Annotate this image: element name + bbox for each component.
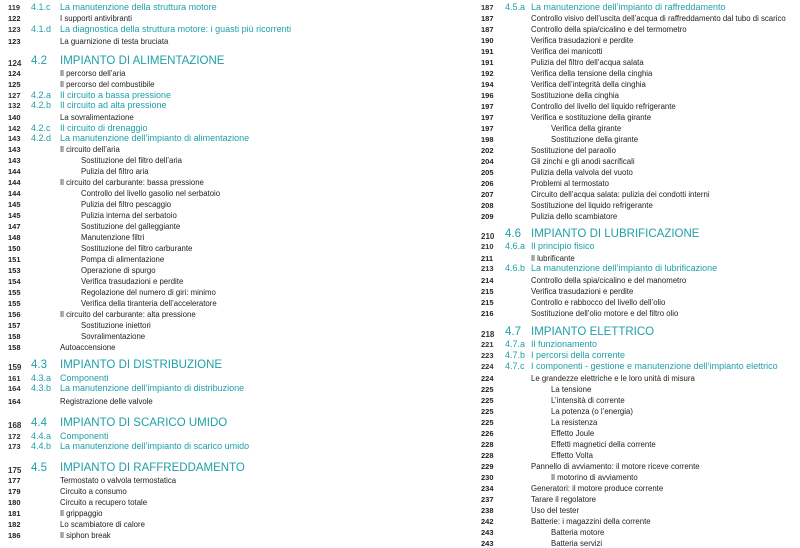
- toc-page-number: 210: [481, 232, 495, 241]
- toc-entry-title: Controllo e rabbocco del livello dell’olio: [531, 298, 666, 307]
- toc-entry-title: Il circuito del carburante: alta pressione: [60, 310, 196, 319]
- toc-section-code: 4.7.a: [505, 339, 526, 349]
- toc-page-number: 229: [481, 462, 494, 471]
- toc-page-number: 186: [8, 531, 21, 540]
- toc-page-number: 161: [8, 374, 21, 383]
- toc-page-number: 159: [8, 363, 22, 372]
- toc-entry-title: Pulizia del filtro dell’acqua salata: [531, 58, 644, 67]
- toc-entry-title: I supporti antivibranti: [60, 14, 132, 23]
- toc-page-number: 168: [8, 421, 22, 430]
- toc-page-number: 198: [481, 135, 494, 144]
- toc-page-number: 234: [481, 484, 494, 493]
- toc-entry-title: Il circuito di drenaggio: [60, 123, 148, 133]
- toc-entry-title: Verifica trasudazioni e perdite: [531, 36, 634, 45]
- toc-section-code: 4.1.d: [31, 24, 52, 34]
- toc-page-number: 192: [481, 69, 494, 78]
- toc-entry-title: Il principio fisico: [531, 241, 595, 251]
- toc-section-code: 4.2.b: [31, 100, 52, 110]
- toc-entry-title: Sostituzione dell’olio motore e del filtro olio: [531, 309, 679, 318]
- toc-page-number: 191: [481, 58, 494, 67]
- toc-entry-title: Pannello di avviamento: il motore riceve corrente: [531, 462, 700, 471]
- toc-page-number: 177: [8, 476, 21, 485]
- toc-entry-title: La manutenzione dell’impianto di alimentazione: [60, 133, 250, 143]
- toc-entry-title: Sostituzione del paraolio: [531, 146, 616, 155]
- toc-entry-title: Controllo del livello gasolio nel serbatoio: [81, 189, 221, 198]
- toc-page-number: 158: [8, 343, 21, 352]
- toc-page-number: 124: [8, 69, 21, 78]
- toc-entry-title: Verifica trasudazioni e perdite: [531, 287, 634, 296]
- toc-entry-title: Verifica della tensione della cinghia: [531, 69, 653, 78]
- toc-page-number: 151: [8, 255, 21, 264]
- toc-entry-title: Pulizia della valvola del vuoto: [531, 168, 633, 177]
- toc-page-number: 187: [481, 14, 494, 23]
- toc-page-number: 187: [481, 3, 494, 12]
- toc-entry-title: Sovralimentazione: [81, 332, 146, 341]
- toc-entry-title: IMPIANTO DI DISTRIBUZIONE: [60, 359, 223, 371]
- toc-entry-title: Verifica dell’integrità della cinghia: [531, 80, 646, 89]
- toc-section-code: 4.7.c: [505, 361, 525, 371]
- toc-page-number: 197: [481, 124, 494, 133]
- toc-entry-title: La manutenzione dell’impianto di lubrificazione: [531, 263, 718, 273]
- toc-page-number: 230: [481, 473, 494, 482]
- toc-entry-title: Controllo visivo dell’uscita dell’acqua di raffreddamento dal tubo di scarico: [531, 14, 786, 23]
- toc-page-number: 125: [8, 80, 21, 89]
- toc-entry-title: Controllo della spia/cicalino e del manometro: [531, 276, 687, 285]
- toc-entry-title: Il motorino di avviamento: [551, 473, 638, 482]
- toc-entry-title: Uso del tester: [531, 506, 580, 515]
- toc-entry-title: Registrazione delle valvole: [60, 397, 153, 406]
- toc-entry-title: IMPIANTO ELETTRICO: [531, 326, 655, 338]
- toc-entry-title: Circuito a recupero totale: [60, 498, 148, 507]
- toc-entry-title: Sostituzione del filtro dell’aria: [81, 156, 182, 165]
- toc-section-code: 4.2.a: [31, 90, 52, 100]
- toc-page-number: 243: [481, 539, 494, 548]
- toc-entry-title: Il circuito ad alta pressione: [60, 100, 167, 110]
- toc-entry-title: Sostituzione della cinghia: [531, 91, 619, 100]
- toc-page-number: 225: [481, 418, 494, 427]
- toc-page-number: 155: [8, 299, 21, 308]
- toc-page-number: 143: [8, 134, 21, 143]
- toc-entry-title: Controllo del livello del liquido refrigerante: [531, 102, 676, 111]
- toc-page-number: 153: [8, 266, 21, 275]
- toc-section-code: 4.7: [505, 326, 521, 338]
- toc-entry-title: Manutenzione filtri: [81, 233, 145, 242]
- toc-page-number: 148: [8, 233, 21, 242]
- toc-entry-title: Pulizia interna del serbatoio: [81, 211, 177, 220]
- toc-page-number: 143: [8, 156, 21, 165]
- toc-page-number: 224: [481, 362, 494, 371]
- toc-entry-title: Il lubrificante: [531, 254, 575, 263]
- toc-entry-title: Pulizia del filtro aria: [81, 167, 149, 176]
- toc-page-number: 209: [481, 212, 494, 221]
- toc-page-number: 204: [481, 157, 494, 166]
- toc-page-number: 173: [8, 442, 21, 451]
- toc-entry-title: Pulizia dello scambiatore: [531, 212, 618, 221]
- toc-entry-title: Il circuito dell’aria: [60, 145, 120, 154]
- toc-page-number: 218: [481, 330, 495, 339]
- toc-entry-title: Verifica trasudazioni e perdite: [81, 277, 184, 286]
- toc-entry-title: Gli zinchi e gli anodi sacrificali: [531, 157, 635, 166]
- toc-section-code: 4.2.d: [31, 133, 52, 143]
- toc-entry-title: La diagnostica della struttura motore: i guasti più ricorrenti: [60, 24, 292, 34]
- toc-page-number: 164: [8, 397, 21, 406]
- toc-page-number: 197: [481, 102, 494, 111]
- toc-entry-title: La tensione: [551, 385, 592, 394]
- toc-page-number: 194: [481, 80, 494, 89]
- toc-page-number: 196: [481, 91, 494, 100]
- toc-page-number: 124: [8, 59, 22, 68]
- toc-page-number: 210: [481, 242, 494, 251]
- toc-entry-title: Controllo della spia/cicalino e del termometro: [531, 25, 687, 34]
- toc-entry-title: La manutenzione dell’impianto di scarico umido: [60, 441, 250, 451]
- toc-entry-title: Il funzionamento: [531, 339, 598, 349]
- toc-page-number: 143: [8, 145, 21, 154]
- toc-page-number: 190: [481, 36, 494, 45]
- toc-page-number: 225: [481, 385, 494, 394]
- toc-page-number: 180: [8, 498, 21, 507]
- toc-entry-title: Il grippaggio: [60, 509, 103, 518]
- toc-entry-title: La manutenzione dell’impianto di raffreddamento: [531, 2, 726, 12]
- toc-page-number: 132: [8, 101, 21, 110]
- toc-section-code: 4.5: [31, 462, 47, 474]
- toc-section-code: 4.3.b: [31, 383, 52, 393]
- toc-page-number: 154: [8, 277, 21, 286]
- toc-entry-title: Il percorso dell’aria: [60, 69, 126, 78]
- toc-section-code: 4.5.a: [505, 2, 526, 12]
- toc-page-number: 206: [481, 179, 494, 188]
- toc-page-number: 127: [8, 91, 21, 100]
- toc-entry-title: IMPIANTO DI RAFFREDDAMENTO: [60, 462, 245, 474]
- toc-entry-title: Tarare il regolatore: [531, 495, 597, 504]
- toc-entry-title: Il percorso del combustibile: [60, 80, 155, 89]
- toc-entry-title: Il circuito a bassa pressione: [60, 90, 172, 100]
- toc-entry-title: I componenti - gestione e manutenzione dell’impianto elettrico: [531, 361, 778, 371]
- toc-page-number: 211: [481, 254, 494, 263]
- toc-page-number: 123: [8, 25, 21, 34]
- toc-page-number: 175: [8, 466, 22, 475]
- toc-entry-title: La manutenzione dell’impianto di distribuzione: [60, 383, 245, 393]
- toc-entry-title: IMPIANTO DI LUBRIFICAZIONE: [531, 228, 700, 240]
- toc-page-number: 119: [8, 3, 21, 12]
- toc-page-number: 158: [8, 332, 21, 341]
- toc-page-number: 207: [481, 190, 494, 199]
- toc-entry-title: Effetto Volta: [551, 451, 593, 460]
- toc-page-number: 223: [481, 351, 494, 360]
- toc-entry-title: Verifica e sostituzione della girante: [531, 113, 652, 122]
- toc-section-code: 4.4.b: [31, 441, 52, 451]
- toc-page-number: 215: [481, 298, 494, 307]
- toc-entry-title: Circuito a consumo: [60, 487, 127, 496]
- toc-entry-title: Problemi al termostato: [531, 179, 609, 188]
- toc-page-number: 213: [481, 264, 494, 273]
- toc-page-number: 208: [481, 201, 494, 210]
- toc-page-number: 122: [8, 14, 21, 23]
- toc-entry-title: Sostituzione del filtro carburante: [81, 244, 193, 253]
- toc-page-number: 225: [481, 407, 494, 416]
- toc-page-number: 179: [8, 487, 21, 496]
- toc-entry-title: La guarnizione di testa bruciata: [60, 37, 169, 46]
- toc-entry-title: Regolazione del numero di giri: minimo: [81, 288, 216, 297]
- toc-entry-title: Il siphon break: [60, 531, 111, 540]
- toc-entry-title: Verifica della tiranteria dell’acceleratore: [81, 299, 217, 308]
- toc-entry-title: Operazione di spurgo: [81, 266, 156, 275]
- toc-page-number: 140: [8, 113, 21, 122]
- toc-entry-title: Sostituzione iniettori: [81, 321, 151, 330]
- toc-entry-title: Generatori: il motore produce corrente: [531, 484, 664, 493]
- toc-entry-title: IMPIANTO DI SCARICO UMIDO: [60, 417, 228, 429]
- toc-entry-title: Le grandezze elettriche e le loro unità di misura: [531, 374, 695, 383]
- toc-page-number: 182: [8, 520, 21, 529]
- toc-section-code: 4.4: [31, 417, 47, 429]
- toc-entry-title: Termostato o valvola termostatica: [60, 476, 177, 485]
- toc-section-code: 4.6: [505, 228, 521, 240]
- toc-entry-title: Batteria motore: [551, 528, 605, 537]
- toc-page-number: 226: [481, 429, 494, 438]
- toc-entry-title: I percorsi della corrente: [531, 350, 626, 360]
- toc-page-number: 172: [8, 432, 21, 441]
- toc-section-code: 4.6.a: [505, 241, 526, 251]
- toc-section-code: 4.6.b: [505, 263, 526, 273]
- toc-entry-title: La potenza (o l’energia): [551, 407, 633, 416]
- toc-page-number: 221: [481, 340, 494, 349]
- toc-page-number: 205: [481, 168, 494, 177]
- toc-page-number: 157: [8, 321, 21, 330]
- toc-page-number: 243: [481, 528, 494, 537]
- toc-section-code: 4.1.c: [31, 2, 51, 12]
- toc-page-number: 202: [481, 146, 494, 155]
- toc-page-number: 142: [8, 124, 21, 133]
- toc-page-number: 224: [481, 374, 494, 383]
- toc-entry-title: Sostituzione del liquido refrigerante: [531, 201, 653, 210]
- toc-page-number: 164: [8, 384, 21, 393]
- toc-section-code: 4.2.c: [31, 123, 51, 133]
- toc-page-number: 215: [481, 287, 494, 296]
- toc-entry-title: Effetto Joule: [551, 429, 595, 438]
- toc-entry-title: Componenti: [60, 373, 109, 383]
- toc-entry-title: Circuito dell’acqua salata: pulizia dei condotti interni: [531, 190, 710, 199]
- toc-page-number: 228: [481, 451, 494, 460]
- toc-page-number: 191: [481, 47, 494, 56]
- toc-page-number: 237: [481, 495, 494, 504]
- toc-entry-title: Effetti magnetici della corrente: [551, 440, 656, 449]
- toc-entry-title: La resistenza: [551, 418, 598, 427]
- toc-entry-title: IMPIANTO DI ALIMENTAZIONE: [60, 55, 225, 67]
- toc-entry-title: Autoaccensione: [60, 343, 116, 352]
- toc-section-code: 4.4.a: [31, 431, 52, 441]
- toc-page-number: 150: [8, 244, 21, 253]
- toc-entry-title: Pompa di alimentazione: [81, 255, 165, 264]
- toc-entry-title: Lo scambiatore di calore: [60, 520, 145, 529]
- toc-page-number: 123: [8, 37, 21, 46]
- toc-entry-title: Pulizia del filtro pescaggio: [81, 200, 172, 209]
- toc-entry-title: La sovralimentazione: [60, 113, 134, 122]
- toc-entry-title: Batterie: i magazzini della corrente: [531, 517, 651, 526]
- toc-page-number: 155: [8, 288, 21, 297]
- toc-page-number: 228: [481, 440, 494, 449]
- toc-entry-title: La manutenzione della struttura motore: [60, 2, 217, 12]
- toc-entry-title: Verifica della girante: [551, 124, 622, 133]
- toc-page-number: 144: [8, 167, 21, 176]
- toc-page-number: 144: [8, 189, 21, 198]
- toc-entry-title: Il circuito del carburante: bassa pressione: [60, 178, 204, 187]
- toc-page-number: 145: [8, 211, 21, 220]
- toc-section-code: 4.3: [31, 359, 47, 371]
- toc-page-number: 187: [481, 25, 494, 34]
- toc-page-number: 238: [481, 506, 494, 515]
- toc-entry-title: Verifica dei manicotti: [531, 47, 603, 56]
- toc-entry-title: Sostituzione della girante: [551, 135, 639, 144]
- toc-page-number: 197: [481, 113, 494, 122]
- toc-page-number: 225: [481, 396, 494, 405]
- toc-page-number: 145: [8, 200, 21, 209]
- toc-page-number: 242: [481, 517, 494, 526]
- toc-page-number: 147: [8, 222, 21, 231]
- toc-page-number: 181: [8, 509, 21, 518]
- toc-page-number: 216: [481, 309, 494, 318]
- toc-entry-title: Batteria servizi: [551, 539, 603, 548]
- toc-entry-title: Sostituzione del galleggiante: [81, 222, 181, 231]
- toc-entry-title: Componenti: [60, 431, 109, 441]
- toc-page-number: 144: [8, 178, 21, 187]
- toc-section-code: 4.7.b: [505, 350, 526, 360]
- toc-section-code: 4.3.a: [31, 373, 52, 383]
- toc-section-code: 4.2: [31, 55, 47, 67]
- toc-entry-title: L’intensità di corrente: [551, 396, 625, 405]
- toc-page-number: 156: [8, 310, 21, 319]
- toc-page-number: 214: [481, 276, 494, 285]
